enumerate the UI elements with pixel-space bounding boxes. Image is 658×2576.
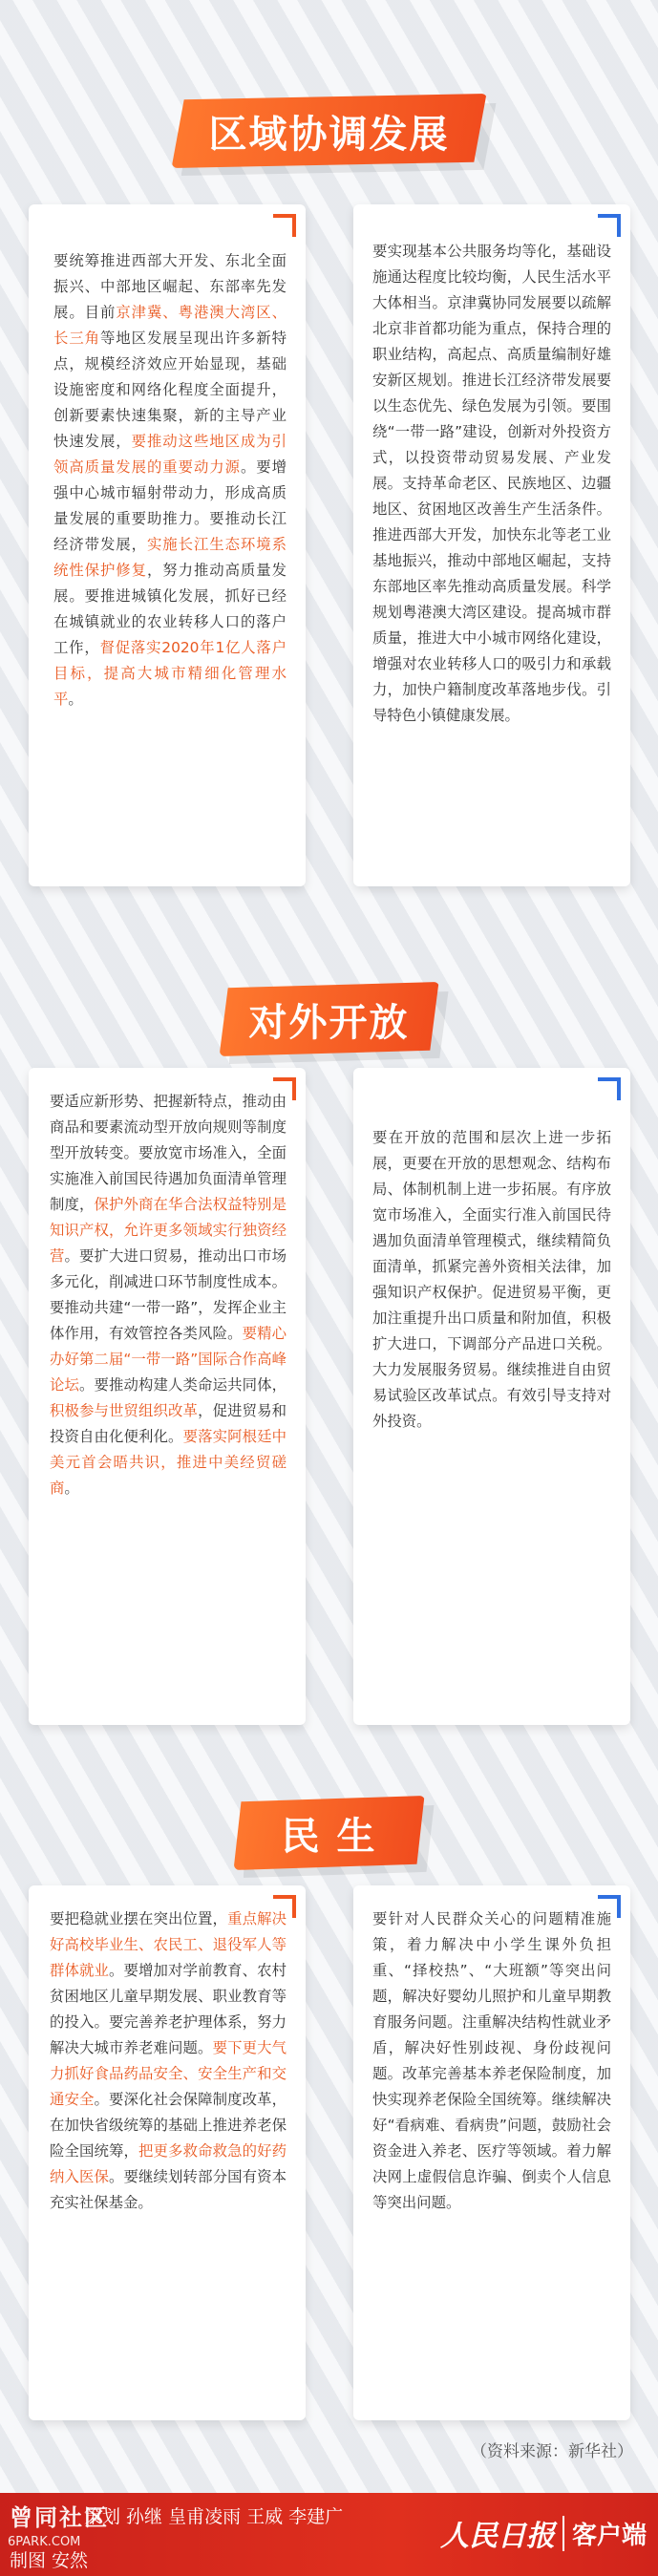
card-left	[29, 204, 306, 886]
card-text: 要把稳就业摆在突出位置，重点解决好高校毕业生、农民工、退役军人等群体就业。要增加对学前教育、农村贫困地区儿童早期发展、职业教育等的投入。要完善养老护理体系，努力解决大城市养老难问题。要下更大气力抓好食品药品安全、安全生产和交通安全。要深化社会保障制度改革，在加快省级统筹的基础上推进养老保险全国统筹，把更多救命救急的好药纳入医保。要继续划转部分国有资本充实社保基金。	[50, 1910, 287, 2211]
brand-logo: 人民日报	[439, 2520, 555, 2553]
watermark-logo: 曾同社区	[10, 2504, 109, 2531]
corner-accent-icon	[269, 1075, 298, 1104]
section-banner	[234, 1796, 425, 1870]
credits-line: 策划 孙继 皇甫凌雨 王威 李建广	[84, 2506, 344, 2527]
card-text: 要适应新形势、把握新特点，推动由商品和要素流动型开放向规则等制度型开放转变。要放宽市场准入，全面实施准入前国民待遇加负面清单管理制度，保护外商在华合法权益特别是知识产权，允许更多领域实行独资经营。要扩大进口贸易，推动出口市场多元化，削减进口环节制度性成本。要推动共建“一带一路”，发挥企业主体作用，有效管控各类风险。要精心办好第二届“一带一路”国际合作高峰论坛。要推动构建人类命运共同体，积极参与世贸组织改革，促进贸易和投资自由化便利化。要落实阿根廷中美元首会晤共识，推进中美经贸磋商。	[50, 1093, 287, 1497]
corner-accent-icon	[594, 1075, 623, 1104]
card-text: 要在开放的范围和层次上进一步拓展，更要在开放的思想观念、结构布局、体制机制上进一步拓展。有序放宽市场准入，全面实行准入前国民待遇加负面清单管理模式，继续精简负面清单，抓紧完善外资相关法律，加强知识产权保护。促进贸易平衡，更加注重提升出口质量和附加值，积极扩大进口，下调部分产品进口关税。大力发展服务贸易。继续推进自由贸易试验区改革试点。有效引导支持对外投资。	[372, 1129, 611, 1430]
card-text: 要实现基本公共服务均等化，基础设施通达程度比较均衡，人民生活水平大体相当。京津冀协同发展要以疏解北京非首都功能为重点，保持合理的职业结构，高起点、高质量编制好雄安新区规划。推进长江经济带发展要以生态优先、绿色发展为引领。要围绕“一带一路”建设，创新对外投资方式，以投资带动贸易发展、产业发展。支持革命老区、民族地区、边疆地区、贫困地区改善生产生活条件。推进西部大开发，加快东北等老工业基地振兴，推动中部地区崛起，支持东部地区率先推动高质量发展。科学规划粤港澳大湾区建设。提高城市群质量，推进大中小城市网络化建设，增强对农业转移人口的吸引力和承载力，加快户籍制度改革落地步伐。引导特色小镇健康发展。	[372, 243, 611, 724]
corner-accent-icon	[594, 1893, 623, 1922]
card-right	[353, 1885, 630, 2420]
section-banner	[220, 982, 439, 1056]
source-note: （资料来源：新华社）	[471, 2442, 633, 2461]
section-title: 民 生	[281, 1814, 377, 1859]
section-title: 区域协调发展	[208, 112, 450, 157]
watermark-url: 6PARK.COM	[8, 2535, 81, 2549]
section-banner	[172, 94, 487, 168]
brand	[440, 2512, 647, 2554]
corner-accent-icon	[269, 212, 298, 241]
card-right	[353, 204, 630, 886]
credits-line: 制图 安然	[10, 2550, 89, 2571]
brand-app: 客户端	[562, 2516, 647, 2551]
corner-accent-icon	[594, 212, 623, 241]
footer-bar	[0, 2493, 658, 2576]
card-left	[29, 1885, 306, 2420]
section-title: 对外开放	[248, 1000, 410, 1045]
card-text: 要针对人民群众关心的问题精准施策，着力解决中小学生课外负担重、“择校热”、“大班额”等突出问题，解决好婴幼儿照护和儿童早期教育服务问题。注重解决结构性就业矛盾，解决好性别歧视、身份歧视问题。改革完善基本养老保险制度，加快实现养老保险全国统筹。继续解决好“看病难、看病贵”问题，鼓励社会资金进入养老、医疗等领域。着力解决网上虚假信息诈骗、倒卖个人信息等突出问题。	[372, 1910, 611, 2211]
card-left	[29, 1068, 306, 1725]
corner-accent-icon	[269, 1893, 298, 1922]
card-text: 要统筹推进西部大开发、东北全面振兴、中部地区崛起、东部率先发展。目前京津冀、粤港澳大湾区、长三角等地区发展呈现出许多新特点，规模经济效应开始显现，基础设施密度和网络化程度全面提升，创新要素快速集聚，新的主导产业快速发展，要推动这些地区成为引领高质量发展的重要动力源。要增强中心城市辐射带动力，形成高质量发展的重要助推力。要推动长江经济带发展，实施长江生态环境系统性保护修复，努力推动高质量发展。要推进城镇化发展，抓好已经在城镇就业的农业转移人口的落户工作，督促落实2020年1亿人落户目标，提高大城市精细化管理水平。	[53, 252, 287, 708]
card-right	[353, 1068, 630, 1725]
